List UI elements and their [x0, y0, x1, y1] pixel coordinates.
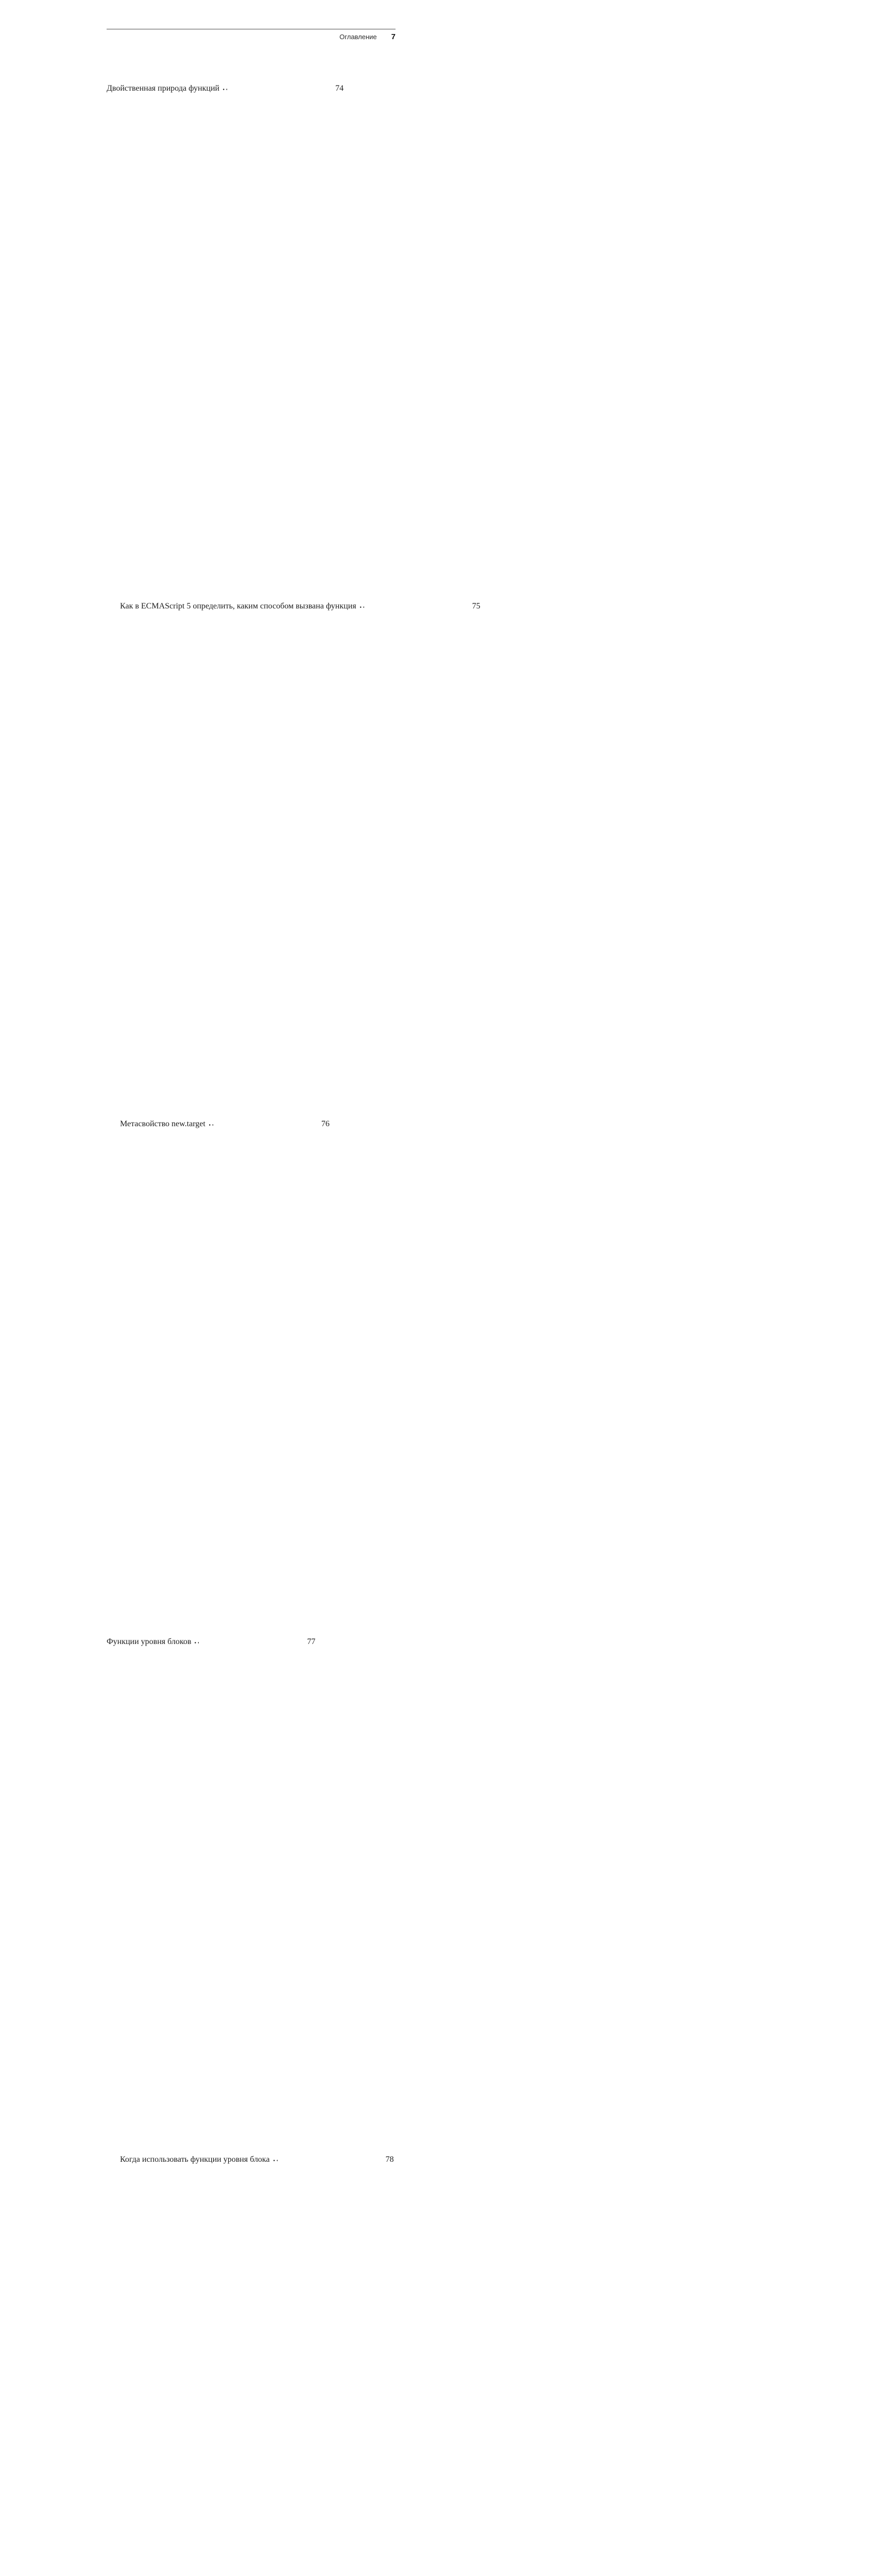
toc-entry: [107, 54, 396, 571]
toc-entry: [107, 1089, 396, 1607]
toc-page: [0, 0, 515, 515]
header-page-number: 7: [391, 32, 396, 41]
entry-label: Как в ECMAScript 5 определить, каким способом вызвана функция: [120, 602, 356, 611]
entry-page-number: 74: [229, 55, 744, 570]
entry-label: Функции уровня блоков: [107, 1637, 191, 1646]
entry-label: Метасвойство new.target: [120, 1120, 205, 1128]
entry-page-number: 78: [279, 2126, 794, 2576]
header-title: Оглавление: [339, 33, 376, 41]
toc-entry: [107, 1607, 396, 2125]
dot-leader: [359, 606, 364, 608]
dot-leader: [194, 1641, 199, 1644]
toc-entry: [107, 2125, 396, 2576]
dot-leader: [222, 88, 227, 91]
toc-entry: [107, 571, 396, 1089]
toc-list: [107, 54, 396, 2576]
entry-page-number: 75: [366, 573, 881, 1088]
dot-leader: [208, 1124, 213, 1126]
dot-leader: [272, 2159, 278, 2162]
entry-label: Двойственная природа функций: [107, 84, 219, 93]
entry-page-number: 77: [200, 1608, 715, 2124]
page-header: [107, 29, 396, 41]
entry-page-number: 76: [215, 1091, 730, 1606]
entry-label: Когда использовать функции уровня блока: [120, 2155, 270, 2164]
